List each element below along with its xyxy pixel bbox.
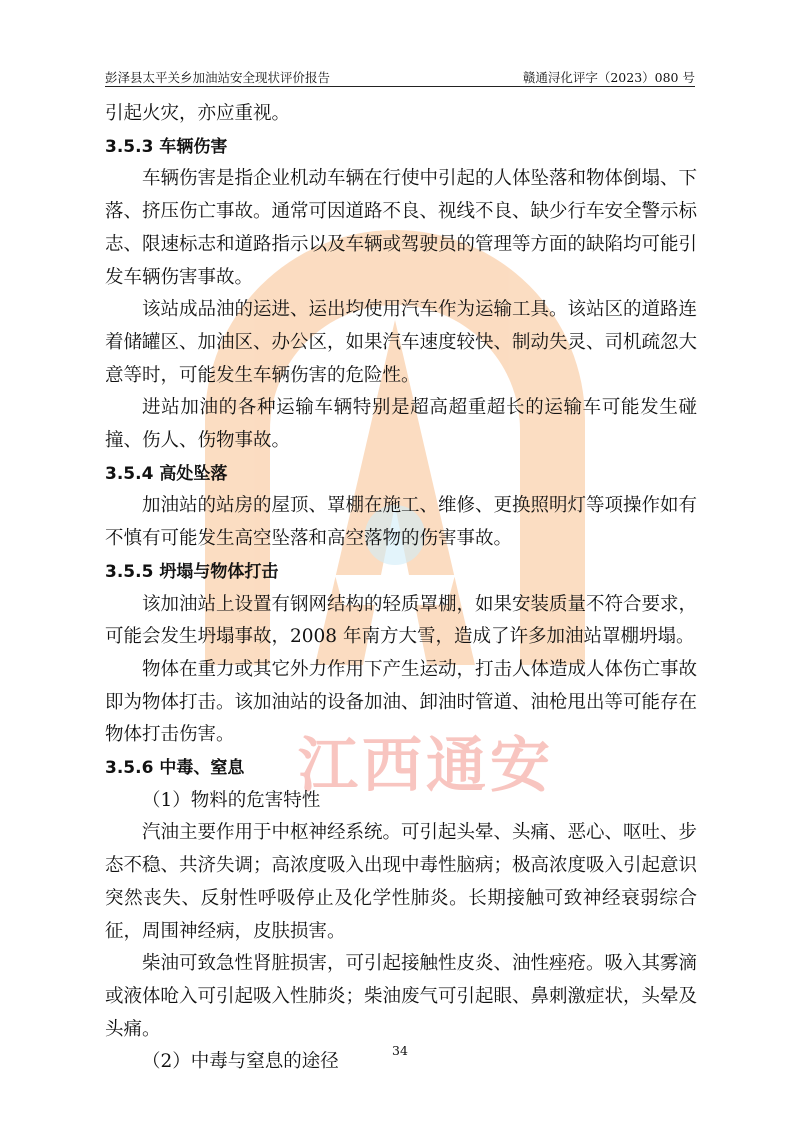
section-heading: 3.5.5 坍塌与物体打击: [105, 561, 279, 582]
subsection-label: （2）中毒与窒息的途径: [142, 1051, 339, 1073]
paragraph: 该加油站上设置有钢网结构的轻质罩棚，如果安装质量不符合要求，可能会发生坍塌事故，2008 年南方大雪，造成了许多加油站罩棚坍塌。: [105, 593, 698, 648]
page-number: 34: [392, 1043, 408, 1058]
paragraph: 物体在重力或其它外力作用下产生运动，打击人体造成人体伤亡事故即为物体打击。该加油站的设备加油、卸油时管道、油枪甩出等可能存在物体打击伤害。: [105, 658, 698, 746]
section-heading: 3.5.3 车辆伤害: [105, 136, 228, 157]
paragraph: 引起火灾，亦应重视。: [105, 103, 291, 124]
page-header: [105, 68, 695, 87]
paragraph: 车辆伤害是指企业机动车辆在行使中引起的人体坠落和物体倒塌、下落、挤压伤亡事故。通常可因道路不良、视线不良、缺少行车安全警示标志、限速标志和道路指示以及车辆或驾驶员的管理等方面的缺陷均可能引发车辆伤害事故。: [105, 168, 698, 288]
paragraph: 该站成品油的运进、运出均使用汽车作为运输工具。该站区的道路连着储罐区、加油区、办公区，如果汽车速度较快、制动失灵、司机疏忽大意等时，可能发生车辆伤害的危险性。: [105, 299, 698, 386]
paragraph: 柴油可致急性肾脏损害，可引起接触性皮炎、油性痤疮。吸入其雾滴或液体呛入可引起吸入性肺炎；柴油废气可引起眼、鼻刺激症状，头晕及头痛。: [105, 953, 698, 1040]
report-title: 彭泽县太平关乡加油站安全现状评价报告: [105, 70, 331, 85]
paragraph: 加油站的站房的屋顶、罩棚在施工、维修、更换照明灯等项操作如有不慎有可能发生高空坠落和高空落物的伤害事故。: [105, 495, 698, 550]
section-heading: 3.5.6 中毒、窒息: [105, 758, 245, 779]
subsection-label: （1）物料的危害特性: [142, 789, 321, 811]
report-number: 赣通浔化评字（2023）080 号: [522, 70, 695, 85]
paragraph: 汽油主要作用于中枢神经系统。可引起头晕、头痛、恶心、呕吐、步态不稳、共济失调；高浓度吸入出现中毒性脑病；极高浓度吸入引起意识突然丧失、反射性呼吸停止及化学性肺炎。长期接触可致神经衰弱综合征，周围神经病，皮肤损害。: [105, 822, 698, 942]
document-body: [105, 98, 697, 1079]
watermark-text: 江西通安: [298, 731, 554, 801]
paragraph: 进站加油的各种运输车辆特别是超高超重超长的运输车可能发生碰撞、伤人、伤物事故。: [105, 397, 697, 452]
section-heading: 3.5.4 高处坠落: [105, 463, 228, 484]
